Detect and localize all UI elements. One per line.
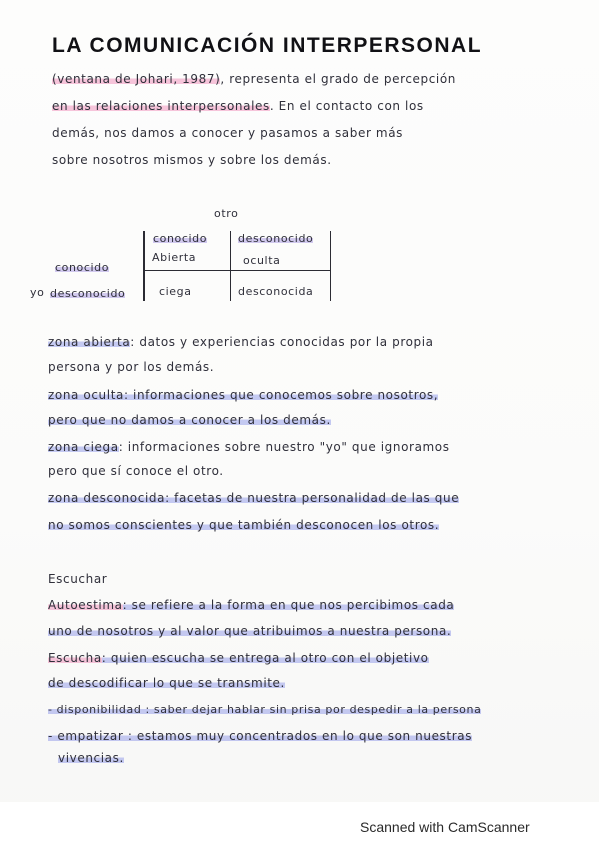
- zone-abierta-cont: persona y por los demás.: [48, 360, 215, 374]
- johari-col-header-2: desconocido: [238, 232, 314, 245]
- escucha-cont: [48, 676, 285, 690]
- escuchar-heading: Escuchar: [48, 572, 108, 586]
- autoestima-term: Autoestima: [48, 598, 123, 612]
- johari-cell-desconocida: desconocida: [238, 285, 314, 298]
- zone-ciega-text: : informaciones sobre nuestro "yo" que ignoramos: [118, 440, 450, 454]
- escucha-line: [48, 651, 429, 665]
- escucha-cont-text: de descodificar lo que se transmite.: [48, 676, 285, 690]
- zone-ciega-line: [48, 440, 450, 454]
- zone-oculta-cont-text: pero que no damos a conocer a los demás.: [48, 413, 331, 427]
- zone-desconocida-term: zona desconocida: [48, 491, 166, 505]
- zone-desconocida-text: : facetas de nuestra personalidad de las que: [165, 491, 460, 505]
- zone-desconocida-cont: [48, 518, 439, 532]
- intro-line-1-rest: , representa el grado de percepción: [220, 72, 457, 86]
- autoestima-cont: [48, 624, 451, 638]
- johari-right-border: [330, 231, 331, 301]
- bullet-empatizar-cont: [58, 751, 124, 765]
- johari-cell-abierta: Abierta: [152, 251, 197, 264]
- zone-ciega-cont: pero que sí conoce el otro.: [48, 464, 224, 478]
- bullet-empatizar: [48, 729, 472, 743]
- escucha-term: Escucha: [48, 651, 102, 665]
- johari-cell-oculta: oculta: [243, 254, 281, 267]
- johari-left-border: [143, 231, 145, 301]
- zone-oculta-line: [48, 388, 438, 402]
- zone-desconocida-cont-text: no somos conscientes y que también desconocen los otros.: [48, 518, 440, 532]
- bullet-disponibilidad-text: - disponibilidad : saber dejar hablar sin prisa por despedir a la persona: [48, 703, 482, 716]
- intro-line-2: [52, 99, 424, 113]
- johari-col-header-1: conocido: [153, 232, 208, 245]
- johari-top-label: otro: [214, 207, 239, 220]
- zone-abierta-term: zona abierta: [48, 335, 131, 349]
- intro-line-1: [52, 72, 456, 86]
- zone-oculta-text: : informaciones que conocemos sobre nosotros,: [123, 388, 439, 402]
- zone-abierta-text: : datos y experiencias conocidas por la propia: [130, 335, 434, 349]
- escucha-text: : quien escucha se entrega al otro con el objetivo: [101, 651, 429, 665]
- zone-abierta-line: [48, 335, 434, 349]
- bullet-empatizar-text: - empatizar : estamos muy concentrados en lo que son nuestras: [48, 729, 473, 743]
- page-title: LA COMUNICACIÓN INTERPERSONAL: [52, 34, 483, 57]
- johari-cell-ciega: ciega: [159, 285, 192, 298]
- johari-citation: (ventana de Johari, 1987): [52, 72, 221, 86]
- zone-oculta-cont: [48, 413, 331, 427]
- camscanner-watermark: Scanned with CamScanner: [360, 819, 530, 835]
- johari-side-label: yo: [30, 286, 45, 299]
- johari-row-header-1: conocido: [55, 261, 110, 274]
- intro-highlight: en las relaciones interpersonales: [52, 99, 270, 113]
- bullet-empatizar-cont-text: vivencias.: [58, 751, 124, 765]
- autoestima-line: [48, 598, 454, 612]
- intro-line-2-rest: . En el contacto con los: [269, 99, 424, 113]
- johari-middle-divider: [230, 231, 231, 301]
- intro-line-3: demás, nos damos a conocer y pasamos a saber más: [52, 126, 403, 140]
- johari-horizontal-divider: [143, 270, 331, 271]
- johari-row-header-2: desconocido: [50, 287, 126, 300]
- zone-oculta-term: zona oculta: [48, 388, 124, 402]
- autoestima-text: : se refiere a la forma en que nos percibimos cada: [122, 598, 455, 612]
- autoestima-cont-text: uno de nosotros y al valor que atribuimos a nuestra persona.: [48, 624, 452, 638]
- bullet-disponibilidad: [48, 703, 481, 716]
- zone-ciega-term: zona ciega: [48, 440, 119, 454]
- zone-desconocida-line: [48, 491, 459, 505]
- intro-line-4: sobre nosotros mismos y sobre los demás.: [52, 153, 332, 167]
